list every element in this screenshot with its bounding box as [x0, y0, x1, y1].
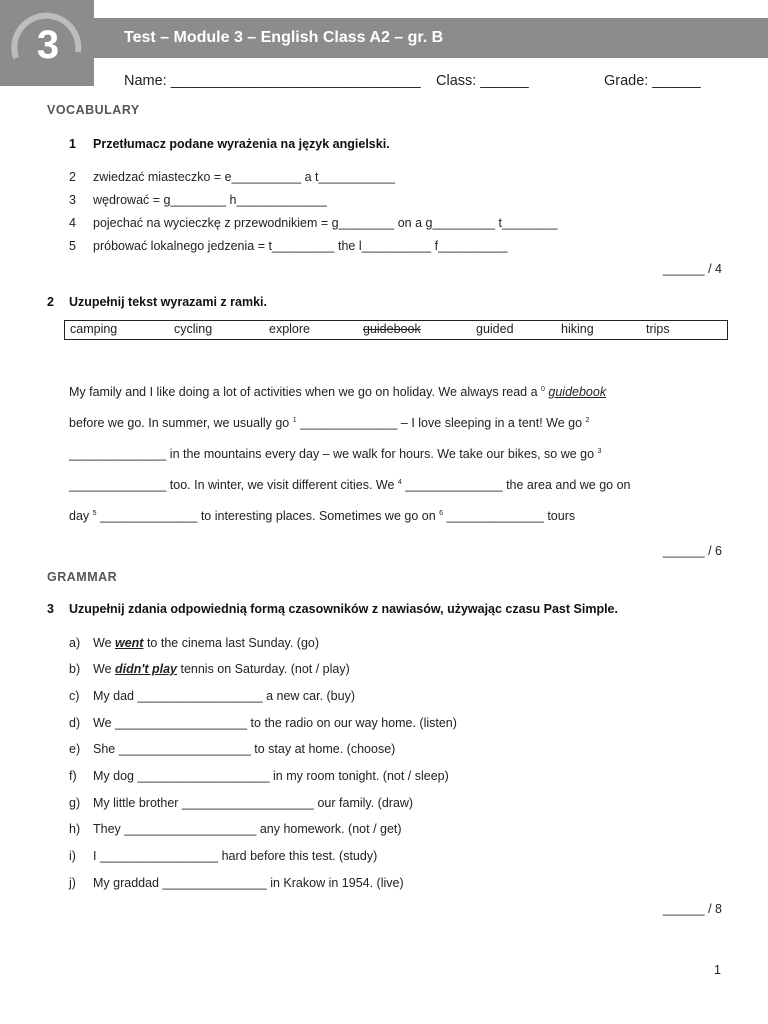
task-3-item-g[interactable]: g) My little brother ___________________ our family. (draw): [69, 796, 414, 810]
word-box-item: trips: [646, 322, 670, 336]
page-number: 1: [714, 963, 721, 977]
task-3-score: ______ / 8: [662, 902, 722, 916]
text-line-3[interactable]: ______________ in the mountains every day – we walk for hours. We take our bikes, so we go $^3$: [69, 447, 602, 461]
task-1-item-text[interactable]: pojechać na wycieczkę z przewodnikiem = g________ on a g_________ t________: [93, 216, 558, 230]
task-1-item-text[interactable]: wędrować = g________ h_____________: [93, 193, 327, 207]
task-3-item-a: a) We went to the cinema last Sunday. (go): [69, 636, 320, 650]
task-1-item-number: 4: [69, 216, 76, 230]
task-3-instruction: Uzupełnij zdania odpowiednią formą czasowników z nawiasów, używając czasu Past Simple.: [69, 602, 618, 616]
task-1-item-number: 5: [69, 239, 76, 253]
section-vocabulary: VOCABULARY: [47, 103, 140, 117]
task-1-score: ______ / 4: [662, 262, 722, 276]
text-line-4[interactable]: ______________ too. In winter, we visit different cities. We $^4$ ______________ the area and we go on: [69, 478, 631, 492]
task-3-item-h[interactable]: h) They ___________________ any homework. (not / get): [69, 822, 402, 836]
task-3-item-d[interactable]: d) We ___________________ to the radio on our way home. (listen): [69, 716, 457, 730]
text-line-1: My family and I like doing a lot of activities when we go on holiday. We always read a $^0$ guidebook: [69, 385, 607, 399]
test-title: Test – Module 3 – English Class A2 – gr. B: [124, 29, 444, 46]
word-box-item: hiking: [561, 322, 594, 336]
module-number: 3: [36, 23, 60, 67]
section-grammar: GRAMMAR: [47, 570, 118, 584]
module-badge: [0, 0, 94, 86]
task-1-item-number: 2: [69, 170, 76, 184]
task-3-item-b: b) We didn't play tennis on Saturday. (not / play): [69, 662, 350, 676]
task-2-instruction: Uzupełnij tekst wyrazami z ramki.: [69, 295, 267, 309]
example-answer: didn't play: [115, 662, 177, 676]
task-3-item-c[interactable]: c) My dad __________________ a new car. (buy): [69, 689, 355, 703]
example-answer: went: [115, 636, 144, 650]
task-2-score: ______ / 6: [662, 544, 722, 558]
task-3-item-j[interactable]: j) My graddad _______________ in Krakow in 1954. (live): [69, 876, 404, 890]
text-line-2[interactable]: before we go. In summer, we usually go $^1$ ______________ – I love sleeping in a tent! We go $^2$: [69, 416, 590, 430]
grade-field[interactable]: Grade: ______: [604, 73, 701, 89]
task-3-item-e[interactable]: e) She ___________________ to stay at home. (choose): [69, 742, 396, 756]
word-box-item: camping: [70, 322, 118, 336]
word-box-item: explore: [269, 322, 310, 336]
word-box-item: cycling: [174, 322, 213, 336]
text-line-5[interactable]: day $^5$ ______________ to interesting places. Sometimes we go on $^6$ ______________ tours: [69, 509, 576, 523]
word-box-item-used: guidebook: [363, 322, 421, 336]
task-3-number: 3: [47, 602, 54, 616]
module-ring-icon: [0, 0, 94, 86]
name-field[interactable]: Name: _______________________________: [124, 73, 421, 89]
class-field[interactable]: Class: ______: [436, 73, 529, 89]
task-3-item-i[interactable]: i) I _________________ hard before this test. (study): [69, 849, 378, 863]
task-1-number: 1: [69, 137, 76, 151]
task-1-item-text[interactable]: zwiedzać miasteczko = e__________ a t___________: [93, 170, 395, 184]
task-1-instruction: Przetłumacz podane wyrażenia na język angielski.: [93, 137, 390, 151]
word-box-item: guided: [476, 322, 514, 336]
task-1-item-text[interactable]: próbować lokalnego jedzenia = t_________ the l__________ f__________: [93, 239, 508, 253]
task-1-item-number: 3: [69, 193, 76, 207]
task-3-item-f[interactable]: f) My dog ___________________ in my room tonight. (not / sleep): [69, 769, 449, 783]
task-2-number: 2: [47, 295, 54, 309]
example-answer: guidebook: [548, 385, 607, 399]
